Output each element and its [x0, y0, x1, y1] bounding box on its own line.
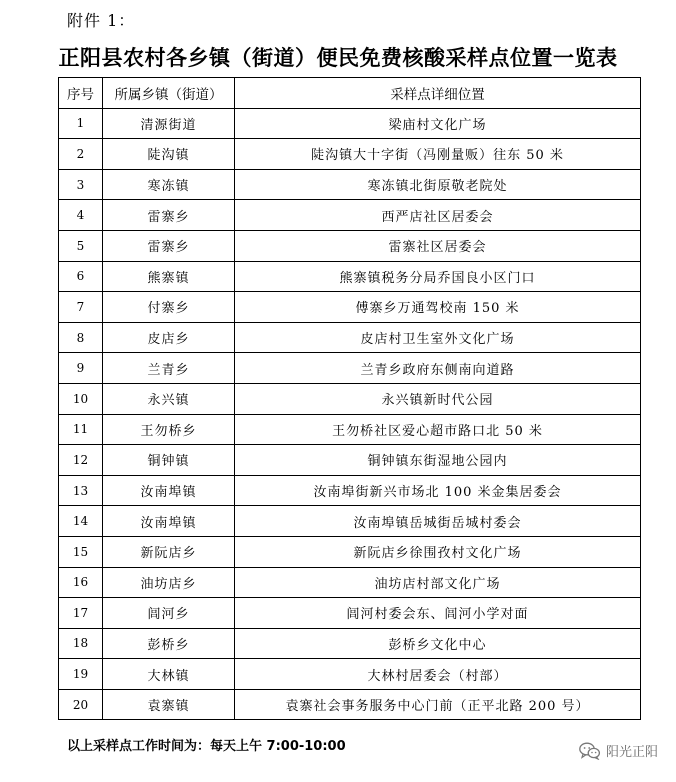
row-town: 雷寨乡 [103, 200, 235, 231]
header-town: 所属乡镇（街道） [103, 78, 235, 109]
table-row [59, 292, 641, 323]
row-location: 袁寨社会事务服务中心门前（正平北路 200 号） [235, 689, 641, 720]
table-row [59, 108, 641, 139]
row-location: 寒冻镇北街原敬老院处 [235, 169, 641, 200]
sampling-points-table [58, 77, 641, 720]
row-location: 陡沟镇大十字街（冯刚量贩）往东 50 米 [235, 139, 641, 170]
row-town: 大林镇 [103, 659, 235, 690]
row-location: 傅寨乡万通驾校南 150 米 [235, 292, 641, 323]
row-town: 清源街道 [103, 108, 235, 139]
row-num: 20 [59, 689, 103, 720]
table-row [59, 506, 641, 537]
table-row [59, 689, 641, 720]
row-location: 永兴镇新时代公园 [235, 383, 641, 414]
row-town: 兰青乡 [103, 353, 235, 384]
row-location: 汝南埠街新兴市场北 100 米金集居委会 [235, 475, 641, 506]
table-row [59, 445, 641, 476]
row-location: 皮店村卫生室外文化广场 [235, 322, 641, 353]
attachment-label: 附件 1： [67, 11, 136, 30]
row-num: 17 [59, 598, 103, 629]
table-row [59, 261, 641, 292]
wechat-icon [579, 742, 601, 760]
row-num: 16 [59, 567, 103, 598]
table-row [59, 536, 641, 567]
table-row [59, 200, 641, 231]
row-location: 闾河村委会东、闾河小学对面 [235, 598, 641, 629]
row-location: 大林村居委会（村部） [235, 659, 641, 690]
row-num: 18 [59, 628, 103, 659]
row-location: 兰青乡政府东侧南向道路 [235, 353, 641, 384]
header-num: 序号 [59, 78, 103, 109]
row-num: 15 [59, 536, 103, 567]
row-town: 付寨乡 [103, 292, 235, 323]
row-town: 铜钟镇 [103, 445, 235, 476]
table-row [59, 628, 641, 659]
row-num: 2 [59, 139, 103, 170]
row-location: 新阮店乡徐围孜村文化广场 [235, 536, 641, 567]
page-title: 正阳县农村各乡镇（街道）便民免费核酸采样点位置一览表 [58, 45, 618, 70]
row-num: 1 [59, 108, 103, 139]
row-num: 10 [59, 383, 103, 414]
table-row [59, 567, 641, 598]
row-town: 汝南埠镇 [103, 506, 235, 537]
row-num: 11 [59, 414, 103, 445]
row-location: 油坊店村部文化广场 [235, 567, 641, 598]
row-town: 王勿桥乡 [103, 414, 235, 445]
row-town: 新阮店乡 [103, 536, 235, 567]
table-row [59, 414, 641, 445]
table-row [59, 230, 641, 261]
row-town: 油坊店乡 [103, 567, 235, 598]
row-location: 雷寨社区居委会 [235, 230, 641, 261]
table-row [59, 659, 641, 690]
row-town: 雷寨乡 [103, 230, 235, 261]
row-town: 彭桥乡 [103, 628, 235, 659]
account-watermark [579, 741, 658, 760]
table-row [59, 383, 641, 414]
table-row [59, 169, 641, 200]
row-town: 袁寨镇 [103, 689, 235, 720]
row-location: 西严店社区居委会 [235, 200, 641, 231]
row-location: 彭桥乡文化中心 [235, 628, 641, 659]
row-town: 陡沟镇 [103, 139, 235, 170]
working-hours-note: 以上采样点工作时间为：每天上午 7:00-10:00 [67, 739, 346, 754]
table-row [59, 353, 641, 384]
row-num: 4 [59, 200, 103, 231]
row-num: 14 [59, 506, 103, 537]
row-location: 铜钟镇东街湿地公园内 [235, 445, 641, 476]
row-location: 熊寨镇税务分局乔国良小区门口 [235, 261, 641, 292]
row-num: 3 [59, 169, 103, 200]
row-num: 12 [59, 445, 103, 476]
table-row [59, 322, 641, 353]
row-num: 13 [59, 475, 103, 506]
table-header-row [59, 78, 641, 109]
row-town: 汝南埠镇 [103, 475, 235, 506]
row-num: 6 [59, 261, 103, 292]
table-row [59, 475, 641, 506]
row-town: 皮店乡 [103, 322, 235, 353]
row-town: 闾河乡 [103, 598, 235, 629]
table-row [59, 598, 641, 629]
row-town: 熊寨镇 [103, 261, 235, 292]
row-location: 梁庙村文化广场 [235, 108, 641, 139]
row-num: 19 [59, 659, 103, 690]
row-town: 永兴镇 [103, 383, 235, 414]
row-num: 8 [59, 322, 103, 353]
row-location: 王勿桥社区爱心超市路口北 50 米 [235, 414, 641, 445]
table-row [59, 139, 641, 170]
row-num: 7 [59, 292, 103, 323]
header-location: 采样点详细位置 [235, 78, 641, 109]
row-num: 9 [59, 353, 103, 384]
watermark-text: 阳光正阳 [605, 745, 658, 760]
row-num: 5 [59, 230, 103, 261]
row-town: 寒冻镇 [103, 169, 235, 200]
row-location: 汝南埠镇岳城街岳城村委会 [235, 506, 641, 537]
